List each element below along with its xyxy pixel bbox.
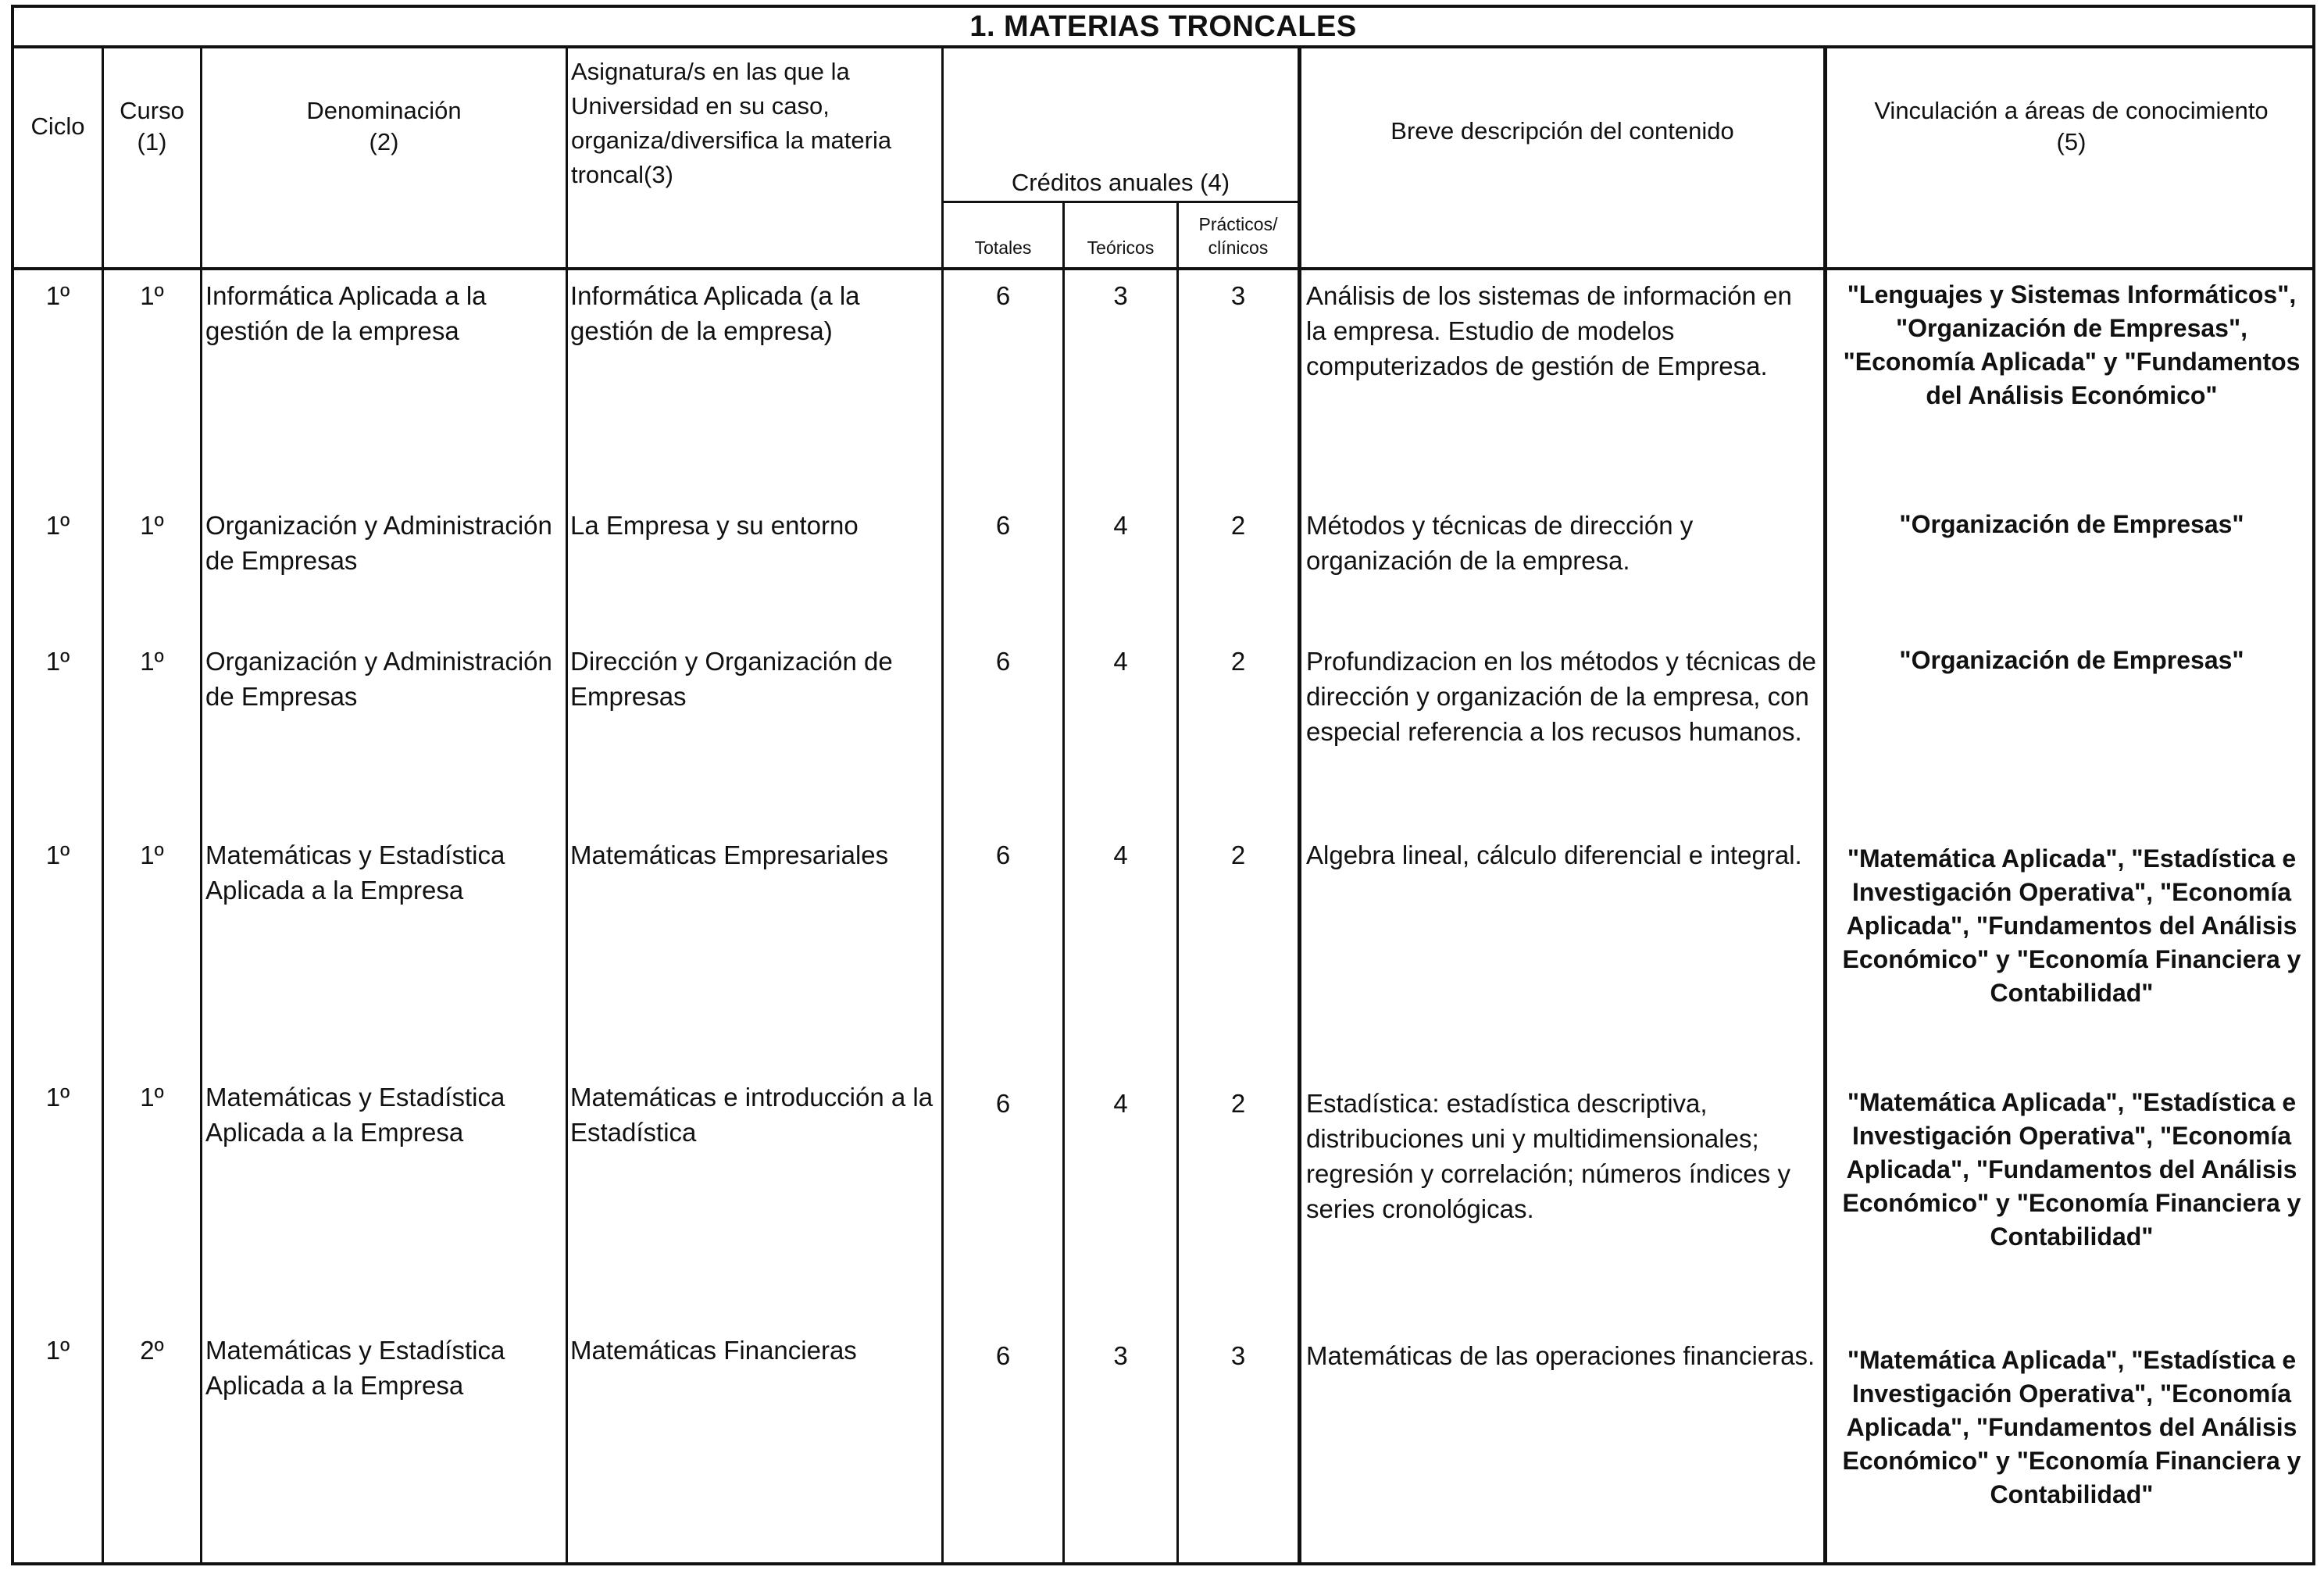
cell-denominacion: Informática Aplicada a la gestión de la empresa: [205, 281, 487, 345]
creditos-divider: [941, 201, 1300, 203]
cell-vinculacion: "Matemática Aplicada", "Estadística e Investigación Operativa", "Economía Aplicada", "Fundamentos del Análisis Económico" y "Economía Financiera y Contabilidad": [1842, 844, 2301, 1007]
column-divider: [566, 48, 568, 1562]
cell-vinculacion: "Matemática Aplicada", "Estadística e Investigación Operativa", "Economía Aplicada", "Fundamentos del Análisis Económico" y "Economía Financiera y Contabilidad": [1842, 1346, 2301, 1508]
cell-descripcion: Análisis de los sistemas de información en la empresa. Estudio de modelos computerizados de gestión de Empresa.: [1306, 281, 1792, 380]
cell-practicos: 2: [1230, 1089, 1246, 1118]
cell-teoricos: 4: [1113, 511, 1128, 540]
cell-vinculacion: "Lenguajes y Sistemas Informáticos", "Organización de Empresas", "Economía Aplicada" y "Fundamentos del Análisis Económico": [1843, 280, 2301, 409]
cell-descripcion: Métodos y técnicas de dirección y organización de la empresa.: [1306, 511, 1694, 575]
cell-ciclo: 1º: [45, 1083, 70, 1112]
header-denominacion-note: (2): [369, 128, 399, 155]
cell-asignatura: Informática Aplicada (a la gestión de la empresa): [570, 281, 860, 345]
cell-asignatura: Matemáticas Empresariales: [570, 841, 889, 869]
header-bottom-line: [14, 267, 2312, 270]
cell-totales: 6: [995, 647, 1011, 676]
cell-descripcion: Algebra lineal, cálculo diferencial e integral.: [1306, 841, 1802, 869]
cell-curso: 1º: [140, 511, 164, 540]
cell-totales: 6: [995, 281, 1011, 310]
cell-teoricos: 4: [1113, 647, 1128, 676]
cell-curso: 1º: [140, 1083, 164, 1112]
cell-totales: 6: [995, 1089, 1011, 1118]
cell-asignatura: Matemáticas Financieras: [570, 1336, 857, 1365]
cell-denominacion: Matemáticas y Estadística Aplicada a la Empresa: [205, 1336, 505, 1400]
cell-vinculacion: "Organización de Empresas": [1899, 510, 2244, 538]
cell-denominacion: Organización y Administración de Empresas: [205, 647, 552, 711]
cell-denominacion: Organización y Administración de Empresas: [205, 511, 552, 575]
cell-curso: 1º: [140, 647, 164, 676]
header-totales: Totales: [974, 237, 1032, 258]
cell-practicos: 3: [1230, 1341, 1246, 1370]
cell-curso: 2º: [140, 1336, 164, 1365]
cell-teoricos: 4: [1113, 1089, 1128, 1118]
column-divider: [1298, 48, 1301, 1562]
cell-practicos: 3: [1230, 281, 1246, 310]
column-divider: [200, 48, 202, 1562]
cell-descripcion: Profundizacion en los métodos y técnicas de dirección y organización de la empresa, con especial referencia a los recusos humanos.: [1306, 647, 1817, 746]
header-creditos: Créditos anuales (4): [1011, 169, 1230, 196]
header-descripcion: Breve descripción del contenido: [1390, 117, 1734, 145]
cell-descripcion: Estadística: estadística descriptiva, distribuciones uni y multidimensionales; regresión y correlación; números índices y series cronológicas.: [1306, 1089, 1790, 1223]
column-divider: [941, 48, 944, 1562]
cell-ciclo: 1º: [45, 1336, 70, 1365]
header-vinculacion-note: (5): [2056, 128, 2087, 155]
cell-practicos: 2: [1230, 647, 1246, 676]
header-teoricos: Teóricos: [1087, 237, 1155, 258]
cell-ciclo: 1º: [45, 647, 70, 676]
cell-totales: 6: [995, 841, 1011, 869]
header-asignatura: Asignatura/s en las que la Universidad en su caso, organiza/diversifica la materia troncal(3): [571, 58, 892, 188]
header-denominacion: Denominación: [306, 97, 462, 124]
header-vinculacion: Vinculación a áreas de conocimiento: [1874, 97, 2269, 124]
cell-teoricos: 4: [1113, 841, 1128, 869]
cell-curso: 1º: [140, 281, 164, 310]
cell-ciclo: 1º: [45, 841, 70, 869]
cell-denominacion: Matemáticas y Estadística Aplicada a la Empresa: [205, 1083, 505, 1147]
cell-denominacion: Matemáticas y Estadística Aplicada a la Empresa: [205, 841, 505, 905]
document-page: [11, 5, 2315, 1565]
column-divider: [1823, 48, 1827, 1562]
cell-vinculacion: "Organización de Empresas": [1899, 646, 2244, 674]
page-title: 1. MATERIAS TRONCALES: [14, 8, 2312, 48]
cell-ciclo: 1º: [45, 281, 70, 310]
cell-asignatura: Matemáticas e introducción a la Estadística: [570, 1083, 934, 1147]
header-curso: Curso: [120, 97, 184, 124]
cell-totales: 6: [995, 1341, 1011, 1370]
header-curso-note: (1): [137, 128, 167, 155]
cell-ciclo: 1º: [45, 511, 70, 540]
cell-teoricos: 3: [1113, 1341, 1128, 1370]
header-practicos: Prácticos/ clínicos: [1198, 214, 1278, 258]
cell-practicos: 2: [1230, 511, 1246, 540]
cell-descripcion: Matemáticas de las operaciones financieras.: [1306, 1341, 1815, 1370]
cell-teoricos: 3: [1113, 281, 1128, 310]
header-ciclo: Ciclo: [30, 112, 85, 140]
cell-asignatura: La Empresa y su entorno: [570, 511, 859, 540]
cell-curso: 1º: [140, 841, 164, 869]
cell-practicos: 2: [1230, 841, 1246, 869]
cell-asignatura: Dirección y Organización de Empresas: [570, 647, 893, 711]
cell-totales: 6: [995, 511, 1011, 540]
cell-vinculacion: "Matemática Aplicada", "Estadística e Investigación Operativa", "Economía Aplicada", "Fundamentos del Análisis Económico" y "Economía Financiera y Contabilidad": [1842, 1088, 2301, 1251]
